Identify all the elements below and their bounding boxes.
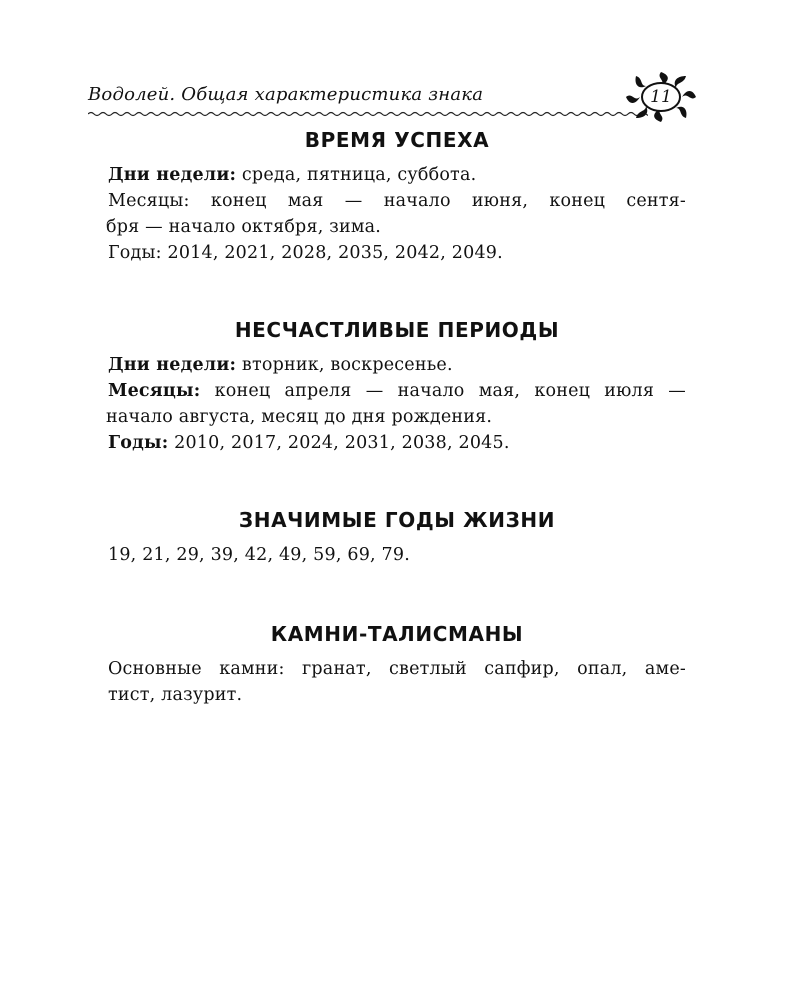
months-value: конец апреля — начало мая, конец июля — — [200, 381, 686, 401]
section-success-time — [108, 128, 686, 266]
page-number: 11 — [650, 87, 672, 107]
years-label: Годы: — [108, 433, 169, 453]
months-line-1 — [108, 378, 686, 404]
years-value: 2010, 2017, 2024, 2031, 2038, 2045. — [168, 433, 510, 453]
section-talisman-stones — [108, 622, 686, 708]
days-label: Дни недели: — [108, 355, 237, 375]
years-values: 19, 21, 29, 39, 42, 49, 59, 69, 79. — [108, 545, 410, 565]
days-label: Дни недели: — [108, 165, 237, 185]
days-line — [108, 162, 686, 188]
years-line — [108, 430, 686, 456]
months-line-2: начало августа, месяц до дня рождения. — [106, 407, 493, 427]
section-heading: ЗНАЧИМЫЕ ГОДЫ ЖИЗНИ — [238, 508, 556, 532]
months-line-1: Месяцы: конец мая — начало июня, конец сентя- — [108, 191, 686, 211]
section-heading: ВРЕМЯ УСПЕХА — [304, 128, 490, 152]
days-value: вторник, воскресенье. — [236, 355, 453, 375]
months-label: Месяцы: — [108, 381, 201, 401]
days-line — [108, 352, 686, 378]
section-heading: НЕСЧАСТЛИВЫЕ ПЕРИОДЫ — [234, 318, 560, 342]
section-unlucky-periods — [108, 318, 686, 456]
stones-line-2: тист, лазурит. — [108, 685, 243, 705]
wavy-rule — [88, 110, 648, 118]
running-header — [88, 70, 700, 130]
stones-line-1: Основные камни: гранат, светлый сапфир, опал, аме- — [108, 659, 686, 679]
section-heading: КАМНИ-ТАЛИСМАНЫ — [270, 622, 524, 646]
section-significant-years — [108, 508, 686, 568]
years-line: Годы: 2014, 2021, 2028, 2035, 2042, 2049. — [108, 243, 503, 263]
header-title: Водолей. Общая характеристика знака — [88, 84, 484, 105]
days-value: среда, пятница, суббота. — [236, 165, 477, 185]
sun-ornament — [616, 68, 706, 126]
months-line-2: бря — начало октября, зима. — [106, 217, 382, 237]
